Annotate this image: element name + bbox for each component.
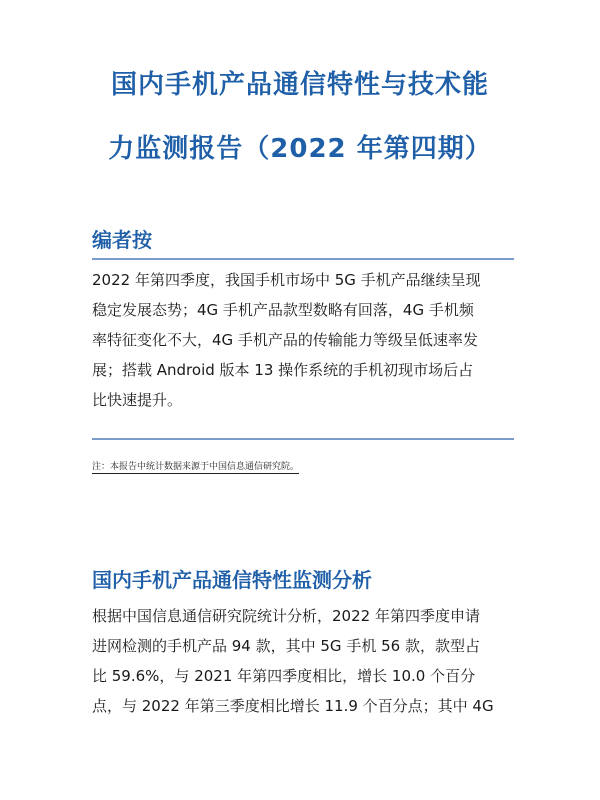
- editor-note-line: 比快速提升。: [92, 391, 183, 409]
- editor-note-line: 2022 年第四季度，我国手机市场中 5G 手机产品继续呈现: [92, 271, 481, 289]
- report-title-line-1: 国内手机产品通信特性与技术能: [110, 70, 489, 100]
- analysis-section-heading: 国内手机产品通信特性监测分析: [92, 568, 372, 592]
- analysis-line: 点，与 2022 年第三季度相比增长 11.9 个百分点；其中 4G: [92, 697, 494, 715]
- analysis-line: 根据中国信息通信研究院统计分析，2022 年第四季度申请: [92, 607, 480, 625]
- analysis-line: 进网检测的手机产品 94 款，其中 5G 手机 56 款，款型占: [92, 637, 480, 655]
- analysis-body: [92, 601, 522, 721]
- editor-note-body: [92, 265, 522, 415]
- editor-note-bottom-rule: [92, 438, 514, 440]
- editor-note-line: 展；搭载 Android 版本 13 操作系统的手机初现市场后占: [92, 361, 474, 379]
- editor-note-line: 稳定发展态势；4G 手机产品款型数略有回落，4G 手机频: [92, 301, 474, 319]
- analysis-line: 比 59.6%，与 2021 年第四季度相比，增长 10.0 个百分: [92, 667, 476, 685]
- report-title-line-2: 力监测报告（2022 年第四期）: [108, 134, 492, 164]
- editor-note-heading: 编者按: [92, 228, 152, 252]
- editor-note-top-rule: [92, 258, 514, 260]
- editor-note-line: 率特征变化不大，4G 手机产品的传输能力等级呈低速率发: [92, 331, 478, 349]
- footnote-text: 注：本报告中统计数据来源于中国信息通信研究院。: [92, 462, 300, 472]
- data-source-footnote: [92, 459, 299, 472]
